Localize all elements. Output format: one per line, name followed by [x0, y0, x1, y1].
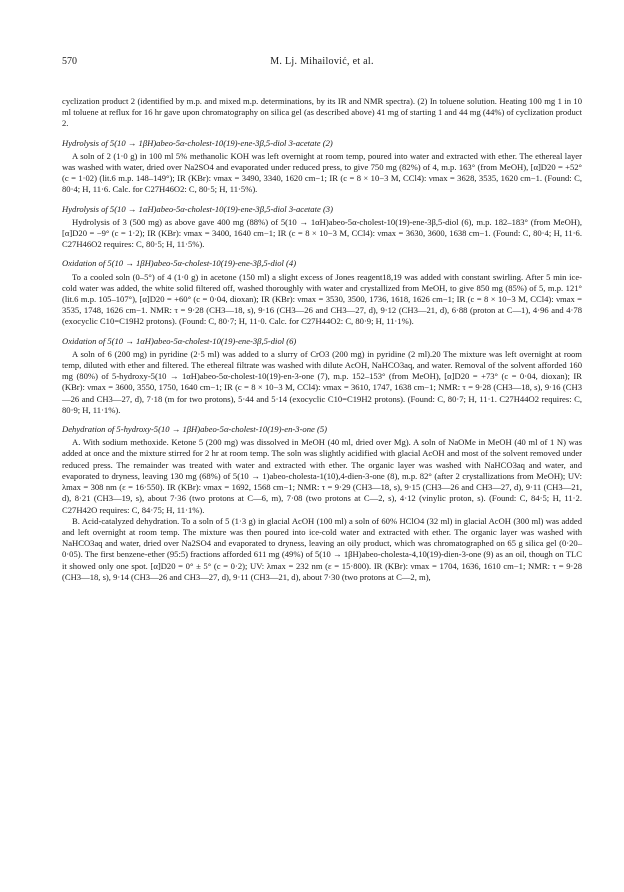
section-heading: Hydrolysis of 5(10 → 1βH)abeo-5α-cholest-10(19)-ene-3β,5-diol 3-acetate (2): [62, 137, 333, 148]
section-oxidation-6: [62, 336, 582, 416]
section-hydrolysis-2: [62, 138, 582, 196]
section-paragraph: A soln of 6 (200 mg) in pyridine (2·5 ml) was added to a slurry of CrO3 (200 mg) in pyridine (2 ml).20 The mixture was left overnight at room temp, diluted with ether and filtered. The ethereal filtrate was washed with dilute AcOH, NaHCO3aq, and water. Removal of the solvent afforded 160 mg (80%) of 5-hydroxy-5(10 → 1αH)abeo-5α-cholest-10(19)-en-3-one (7), m.p. 152–153° (from MeOH), [α]D20 = +73° (c = 0·04, dioxan); IR (KBr): νmax = 3600, 3550, 1750, 1640 cm−1; IR (c = 8 × 10−3 M, CCl4): νmax = 3610, 1747, 1638 cm−1; NMR: τ = 9·28 (CH3—18, s), 9·16 (CH3—26 and CH3—27, d), 7·18 (m for two protons), 5·44 and 5·14 (exocyclic C10=C19H2 protons). (Found: C, 80·7; H, 11·1. C27H44O2 requires: C, 80·9; H, 11·1%).: [62, 348, 582, 415]
page-header: [62, 56, 582, 72]
running-head: M. Lj. Mihailović, et al.: [270, 56, 374, 67]
section-oxidation-4: [62, 258, 582, 327]
page-number: 570: [62, 56, 77, 67]
section-heading: Oxidation of 5(10 → 1αH)abeo-5α-cholest-10(19)-ene-3β,5-diol (6): [62, 335, 297, 346]
section-heading: Dehydration of 5-hydroxy-5(10 → 1βH)abeo-5α-cholest-10(19)-en-3-one (5): [62, 424, 328, 435]
section-paragraph: To a cooled soln (0–5°) of 4 (1·0 g) in acetone (150 ml) a slight excess of Jones reagent18,19 was added with constant swirling. After 5 min ice-cold water was added, the white solid filtered off, washed thoroughly with water and crystallized from MeOH, to give 850 mg (85%) of 5, m.p. 121° (lit.6 m.p. 105–107°), [α]D20 = +60° (c = 0·04, dioxan); IR (KBr): νmax = 3530, 3500, 1736, 1618, 1626 cm−1; IR (c = 8 × 10−3 M, CCl4): νmax = 3535, 1748, 1626 cm−1. NMR: τ = 9·28 (CH3—18, s), 9·16 (CH3—26 and CH3—27, d), 9·12 (CH3—21, d), 6·88 (proton at C—1), 4·96 and 4·78 (exocyclic C10=C19H2 protons). (Found: C, 80·7; H, 11·0. Calc. for C27H44O2: C, 80·9; H, 11·1%).: [62, 271, 582, 327]
section-heading: Oxidation of 5(10 → 1βH)abeo-5α-cholest-10(19)-ene-3β,5-diol (4): [62, 258, 297, 269]
section-dehydration-5: [62, 424, 582, 583]
section-paragraph: A. With sodium methoxide. Ketone 5 (200 mg) was dissolved in MeOH (40 ml, dried over Mg). A soln of NaOMe in MeOH (40 ml of 1 N) was added at once and the mixture stirred for 2 hr at room temp. The soln was slightly acidified with glacial AcOH and most of the solvent removed under reduced press. The remainder was treated with water and extracted with ether. The organic layer was washed with NaHCO3aq and water, and evaporated to dryness, leaving 130 mg (68%) of 5(10 → 1)abeo-cholesta-1(10),4-dien-3-one (8), m.p. 82° (after 2 crystallizations from MeOH); UV: λmax = 308 nm (ε = 16·550). IR (KBr): νmax = 1692, 1568 cm−1; NMR: τ = 9·29 (CH3—18, s), 9·15 (CH3—26 and CH3—27, d), 9·11 (CH3—21, d), 8·21 (CH3—19, s), about 7·36 (two protons at C—6, m), 7·08 (two protons at C—2, s), 4·12 (vinylic proton, s). (Found: C, 84·5; H, 11·2. C27H42O requires: C, 84·75; H, 11·1%).: [62, 437, 582, 515]
article-body: [62, 96, 582, 583]
section-hydrolysis-3: [62, 204, 582, 251]
section-paragraph: Hydrolysis of 3 (500 mg) as above gave 400 mg (88%) of 5(10 → 1αH)abeo-5α-cholest-10(19)-ene-3β,5-diol (6), m.p. 182–183° (from MeOH), [α]D20 = −9° (c = 1·2); IR (KBr): νmax = 3400, 1640 cm−1; IR (c = 8 × 10−3 M, CCl4): νmax = 3630, 3600, 1638 cm−1. (Found: C, 80·4; H, 11·6. C27H46O2 requires: C, 80·5; H, 11·5%).: [62, 216, 582, 250]
section-heading: Hydrolysis of 5(10 → 1αH)abeo-5α-cholest-10(19)-ene-3β,5-diol 3-acetate (3): [62, 203, 333, 214]
page: [62, 56, 582, 583]
intro-paragraph: cyclization product 2 (identified by m.p. and mixed m.p. determinations, by its IR and NMR spectra). (2) In toluene solution. Heating 100 mg 1 in 10 ml toluene at reflux for 16 hr gave upon chromatography on silica gel (as described above) 41 mg of starting 1 and 44 mg (44%) of cyclization product 2.: [62, 96, 582, 129]
section-paragraph-b: B. Acid-catalyzed dehydration. To a soln of 5 (1·3 g) in glacial AcOH (100 ml) a soln of 60% HClO4 (32 ml) in glacial AcOH (300 ml) was added and left overnight at room temp. The mixture was then poured into ice-cold water and extracted with ether. The organic layer was washed with NaHCO3aq and water, dried over Na2SO4 and evaporated to dryness, leaving an oily product, which was chromatographed on 65 g silica gel (0·20–0·05). The first benzene-ether (95:5) fractions afforded 611 mg (49%) of 5(10 → 1βH)abeo-cholesta-4,10(19)-dien-3-one (9) as an oil, though on TLC it showed only one spot. [α]D20 = 0° ± 5° (c = 0·2); UV: λmax = 232 nm (ε = 15·800). IR (KBr): νmax = 1704, 1636, 1610 cm−1; NMR: τ = 9·28 (CH3—18, s), 9·14 (CH3—26 and CH3—27, d), 9·11 (CH3—21, d), about 7·30 (two protons at C—2, m),: [62, 515, 582, 582]
section-paragraph: A soln of 2 (1·0 g) in 100 ml 5% methanolic KOH was left overnight at room temp, poured into water and extracted with ether. The ethereal layer was washed with water, dried over Na2SO4 and evaporated under reduced press, to give 750 mg (82%) of 4, m.p. 163° (from MeOH), [α]D20 = +52° (c = 1·02) (lit.6 m.p. 148–149°); IR (KBr): νmax = 3490, 3340, 1620 cm−1; IR (c = 8 × 10−3 M, CCl4): νmax = 3628, 3535, 1620 cm−1. (Found: C, 80·4; H, 11·6. Calc. for C27H46O2: C, 80·5; H, 11·5%).: [62, 150, 582, 195]
